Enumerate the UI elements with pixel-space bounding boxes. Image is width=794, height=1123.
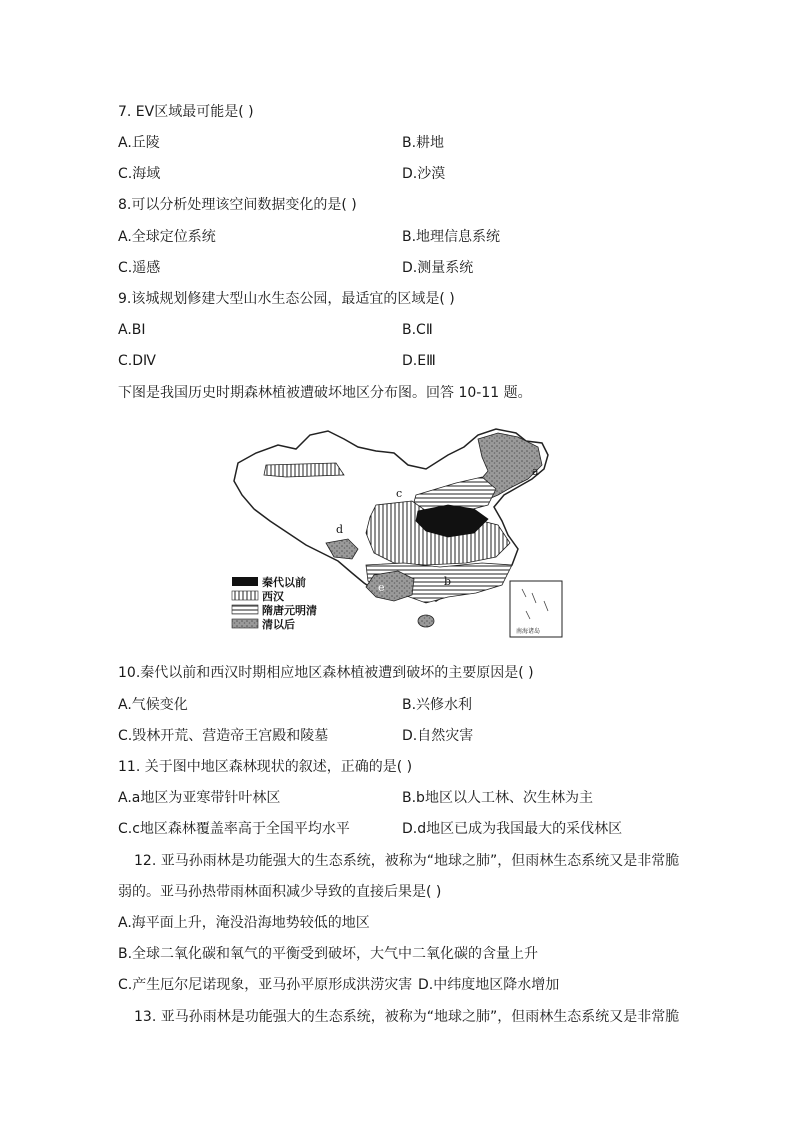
inset-label: 南海诸岛 <box>516 628 541 635</box>
region-xinjiang-band <box>264 463 344 477</box>
q10-option-d: D.自然灾害 <box>402 728 474 744</box>
map-label-c: c <box>396 487 403 500</box>
q9-option-b: B.CⅡ <box>402 322 433 338</box>
map-label-d: d <box>336 523 344 536</box>
map-label-b: b <box>444 575 452 588</box>
q12-stem-line1: 12. 亚马孙雨林是功能强大的生态系统，被称为“地球之肺”，但雨林生态系统又是非常脆 <box>134 853 680 869</box>
q9-option-c: C.DⅣ <box>118 353 156 369</box>
q11-stem: 11. 关于图中地区森林现状的叙述，正确的是( ) <box>118 759 413 775</box>
q7-option-b: B.耕地 <box>402 135 445 151</box>
china-forest-destruction-map <box>226 425 566 640</box>
q11-option-c: C.c地区森林覆盖率高于全国平均水平 <box>118 821 350 837</box>
legend-item-sui-tang: 隋唐元明清 <box>262 604 317 617</box>
legend-item-xihan: 西汉 <box>262 590 284 603</box>
map-label-a: a <box>532 465 539 478</box>
q9-option-a: A.BⅠ <box>118 322 146 338</box>
q8-option-b: B.地理信息系统 <box>402 229 501 245</box>
q8-option-a: A.全球定位系统 <box>118 229 216 245</box>
q10-option-a: A.气候变化 <box>118 697 188 713</box>
q7-option-c: C.海域 <box>118 166 161 182</box>
q7-stem: 7. EV区域最可能是( ) <box>118 104 254 120</box>
q11-option-a: A.a地区为亚寒带针叶林区 <box>118 790 281 806</box>
q8-option-d: D.测量系统 <box>402 260 474 276</box>
legend-item-post-qing: 清以后 <box>262 618 295 631</box>
region-e <box>366 571 414 601</box>
q8-option-c: C.遥感 <box>118 260 161 276</box>
q10-option-b: B.兴修水利 <box>402 697 473 713</box>
q8-stem: 8.可以分析处理该空间数据变化的是( ) <box>118 197 357 213</box>
q9-stem: 9.该城规划修建大型山水生态公园，最适宜的区域是( ) <box>118 291 455 307</box>
hainan-island <box>418 615 434 627</box>
q7-option-d: D.沙漠 <box>402 166 446 182</box>
q9-option-d: D.EⅢ <box>402 353 436 369</box>
q12-stem-line2: 弱的。亚马孙热带雨林面积减少导致的直接后果是( ) <box>118 884 442 900</box>
map-legend <box>232 575 317 631</box>
q10-stem: 10.秦代以前和西汉时期相应地区森林植被遭到破坏的主要原因是( ) <box>118 665 534 681</box>
map-label-e: e <box>378 581 385 594</box>
legend-item-pre-qin: 秦代以前 <box>262 576 306 589</box>
q12-option-a: A.海平面上升，淹没沿海地势较低的地区 <box>118 915 370 931</box>
q11-option-d: D.d地区已成为我国最大的采伐林区 <box>402 821 623 837</box>
q12-option-d: D.中纬度地区降水增加 <box>418 977 560 993</box>
figure-intro: 下图是我国历史时期森林植被遭破坏地区分布图。回答 10-11 题。 <box>118 385 532 401</box>
q11-option-b: B.b地区以人工林、次生林为主 <box>402 790 593 806</box>
south-china-sea-inset <box>510 581 562 637</box>
q12-option-b: B.全球二氧化碳和氧气的平衡受到破坏，大气中二氧化碳的含量上升 <box>118 946 539 962</box>
q10-option-c: C.毁林开荒、营造帝王宫殿和陵墓 <box>118 728 329 744</box>
q12-option-c: C.产生厄尔尼诺现象，亚马孙平原形成洪涝灾害 <box>118 977 413 993</box>
q7-option-a: A.丘陵 <box>118 135 160 151</box>
q13-stem-line1: 13. 亚马孙雨林是功能强大的生态系统，被称为“地球之肺”，但雨林生态系统又是非常脆 <box>134 1009 680 1025</box>
